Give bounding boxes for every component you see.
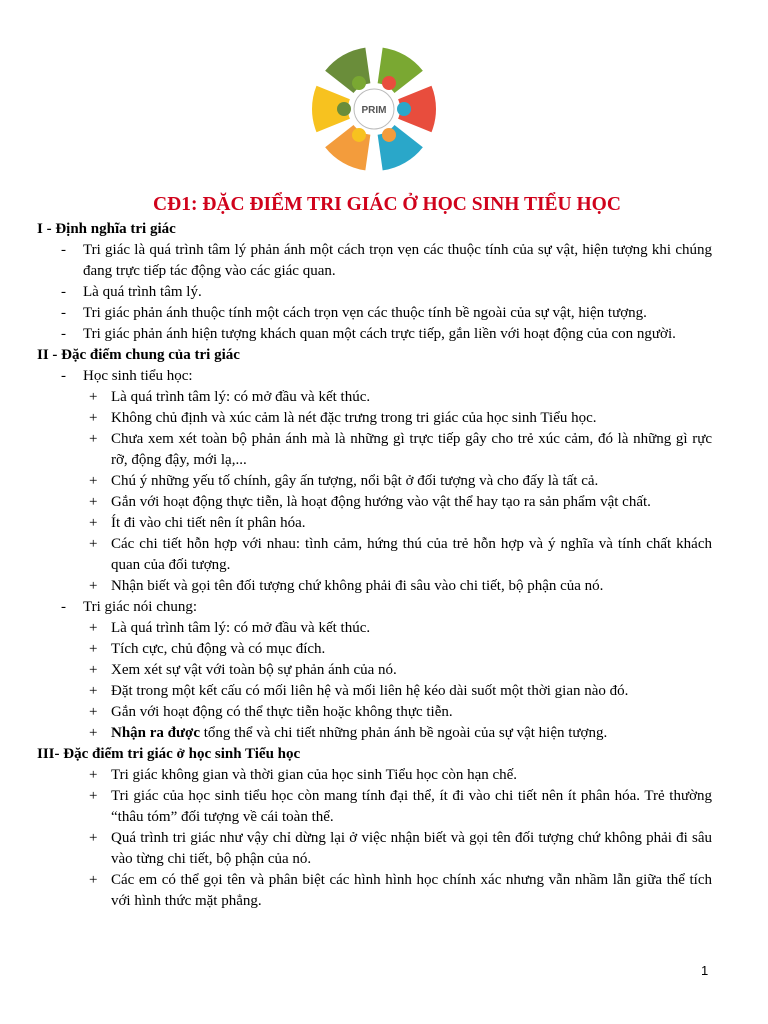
list-item: - Là quá trình tâm lý. (37, 282, 712, 303)
page-title: CĐ1: ĐẶC ĐIỂM TRI GIÁC Ở HỌC SINH TIỂU HỌC (153, 194, 621, 215)
document-body (37, 219, 712, 912)
section-1-heading: I - Định nghĩa tri giác (37, 221, 176, 237)
page-number: 1 (701, 963, 709, 978)
list-item: + Các chi tiết hỗn hợp với nhau: tình cảm, hứng thú của trẻ hỗn hợp và ý nghĩa và tính chất khách quan của đối tượng. (83, 534, 712, 576)
logo-hand (352, 128, 366, 142)
logo-hand (337, 102, 351, 116)
list-item: + Đặt trong một kết cấu có mối liên hệ và mối liên hệ kéo dài suốt một thời gian nào đó. (83, 681, 712, 702)
group-item (37, 597, 712, 744)
logo-hand (352, 76, 366, 90)
list-item: + Quá trình tri giác như vậy chỉ dừng lại ở việc nhận biết và gọi tên đối tượng chứ không phải đi sâu vào từng chi tiết, bộ phận của nó. (37, 828, 712, 870)
list-item-text: tổng thể và chi tiết những phản ánh bề ngoài của sự vật hiện tượng. (199, 725, 608, 741)
list-item: - Tri giác là quá trình tâm lý phản ánh một cách trọn vẹn các thuộc tính của sự vật, hiện tượng khi chúng đang trực tiếp tác động vào các giác quan. (37, 240, 712, 282)
group-label: Học sinh tiểu học: (83, 368, 193, 384)
group-sublist (83, 618, 712, 744)
list-item: - Tri giác phản ánh thuộc tính một cách trọn vẹn các thuộc tính bề ngoài của sự vật, hiện tượng. (37, 303, 712, 324)
list-item: + Là quá trình tâm lý: có mở đầu và kết thúc. (83, 618, 712, 639)
logo-hand (382, 128, 396, 142)
list-item: - Tri giác phản ánh hiện tượng khách quan một cách trực tiếp, gắn liền với hoạt động của con người. (37, 324, 712, 345)
list-item: + Tri giác không gian và thời gian của học sinh Tiểu học còn hạn chế. (37, 765, 712, 786)
group-sublist (83, 387, 712, 597)
list-item: + Ít đi vào chi tiết nên ít phân hóa. (83, 513, 712, 534)
section-2-heading: II - Đặc điểm chung của tri giác (37, 347, 240, 363)
list-item: + Gắn với hoạt động có thể thực tiễn hoặc không thực tiễn. (83, 702, 712, 723)
section-3-list (37, 765, 712, 912)
list-item: + Không chủ định và xúc cảm là nét đặc trưng trong tri giác của học sinh Tiểu học. (83, 408, 712, 429)
list-item: + Chú ý những yếu tố chính, gây ấn tượng, nổi bật ở đối tượng và cho đấy là tất cả. (83, 471, 712, 492)
prim-logo (309, 44, 439, 174)
list-item: + Xem xét sự vật với toàn bộ sự phản ánh của nó. (83, 660, 712, 681)
logo-hand (397, 102, 411, 116)
list-item: + Tri giác của học sinh tiểu học còn mang tính đại thể, ít đi vào chi tiết nên ít phân hóa. Trẻ thường “thâu tóm” đối tượng về cái toàn thể. (37, 786, 712, 828)
list-item: + Nhận biết và gọi tên đối tượng chứ không phải đi sâu vào chi tiết, bộ phận của nó. (83, 576, 712, 597)
logo-hand (382, 76, 396, 90)
list-item: + Tích cực, chủ động và có mục đích. (83, 639, 712, 660)
bold-phrase: Nhận ra được (111, 725, 200, 741)
list-item: + Chưa xem xét toàn bộ phản ánh mà là những gì trực tiếp gây cho trẻ xúc cảm, đó là những gì rực rỡ, động đậy, mới lạ,... (83, 429, 712, 471)
section-1-list (37, 240, 712, 345)
list-item: + Gắn với hoạt động thực tiễn, là hoạt động hướng vào vật thể hay tạo ra sản phẩm vật chất. (83, 492, 712, 513)
section-2-list (37, 366, 712, 744)
group-label: Tri giác nói chung: (83, 599, 198, 615)
group-item (37, 366, 712, 597)
list-item (83, 723, 712, 744)
list-item: + Là quá trình tâm lý: có mở đầu và kết thúc. (83, 387, 712, 408)
logo-label: PRIM (361, 105, 387, 116)
section-3-heading: III- Đặc điểm tri giác ở học sinh Tiểu học (37, 746, 301, 762)
list-item: + Các em có thể gọi tên và phân biệt các hình hình học chính xác nhưng vẫn nhầm lẫn giữa thể tích với hình thức mặt phẳng. (37, 870, 712, 912)
